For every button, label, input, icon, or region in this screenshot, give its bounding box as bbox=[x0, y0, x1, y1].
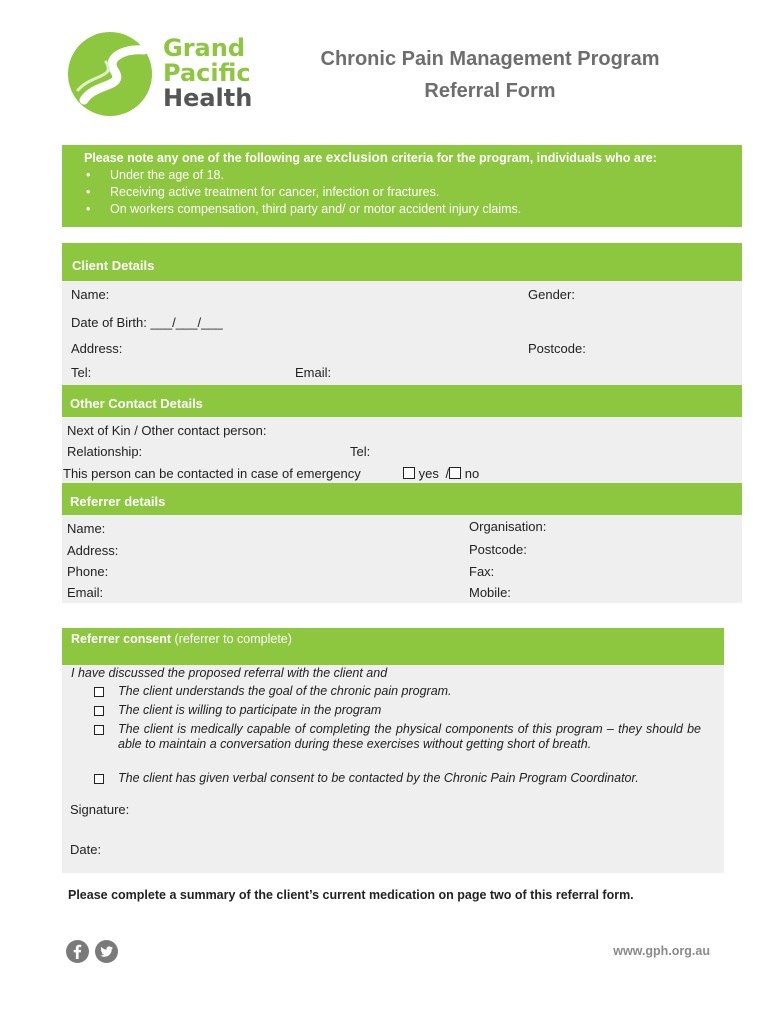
option-separator: / bbox=[445, 466, 450, 481]
consent-checkbox[interactable] bbox=[94, 725, 104, 735]
referrer-address-field[interactable]: Address: bbox=[67, 543, 119, 558]
consent-heading bbox=[62, 628, 724, 665]
facebook-icon[interactable] bbox=[66, 940, 89, 963]
exclusion-lead-part2: criteria for the program, individuals who are: bbox=[388, 151, 657, 165]
exclusion-item: • On workers compensation, third party and/ or motor accident injury claims. bbox=[84, 201, 742, 218]
client-address-field[interactable]: Address: bbox=[71, 341, 123, 356]
form-subtitle: Referral Form bbox=[424, 80, 556, 102]
consent-checkbox[interactable] bbox=[94, 687, 104, 697]
logo-swoosh-icon bbox=[66, 30, 158, 118]
relationship-field[interactable]: Relationship: bbox=[67, 444, 143, 459]
referrer-mobile-field[interactable]: Mobile: bbox=[469, 585, 511, 600]
referrer-consent-panel bbox=[62, 628, 724, 873]
consent-checkbox[interactable] bbox=[94, 706, 104, 716]
emergency-yes-option[interactable] bbox=[403, 466, 479, 481]
consent-heading-title: Referrer consent bbox=[71, 632, 172, 646]
other-contact-heading: Other Contact Details bbox=[62, 385, 742, 417]
exclusion-lead-part1: Please note any one of the following are bbox=[84, 151, 326, 165]
yes-label: yes bbox=[418, 466, 439, 481]
client-tel-field[interactable]: Tel: bbox=[71, 365, 92, 380]
referrer-postcode-field[interactable]: Postcode: bbox=[469, 542, 527, 557]
referrer-details-heading: Referrer details bbox=[62, 483, 742, 515]
consent-item-text: The client is medically capable of completing the physical components of this program – they should be able to maintain a conversation during these exercises without getting short of breath. bbox=[118, 722, 701, 751]
logo-text-health: Health bbox=[163, 84, 253, 112]
website-link[interactable]: www.gph.org.au bbox=[613, 944, 710, 958]
logo-text-grand: Grand bbox=[163, 34, 245, 62]
no-checkbox[interactable] bbox=[449, 467, 461, 479]
exclusion-lead bbox=[84, 150, 742, 165]
emergency-contact-question: This person can be contacted in case of emergency bbox=[63, 466, 361, 481]
yes-checkbox[interactable] bbox=[403, 467, 415, 479]
client-dob-field[interactable]: Date of Birth: ___/___/___ bbox=[71, 315, 223, 330]
signature-field[interactable]: Signature: bbox=[70, 802, 130, 817]
logo bbox=[66, 30, 256, 120]
nok-tel-field[interactable]: Tel: bbox=[350, 444, 371, 459]
logo-text-pacific: Pacific bbox=[163, 59, 251, 87]
referrer-organisation-field[interactable]: Organisation: bbox=[469, 519, 547, 534]
client-details-heading: Client Details bbox=[62, 243, 742, 281]
consent-item-text: The client is willing to participate in the program bbox=[118, 703, 382, 717]
consent-checkbox[interactable] bbox=[94, 774, 104, 784]
client-name-field[interactable]: Name: bbox=[71, 287, 110, 302]
referrer-fax-field[interactable]: Fax: bbox=[469, 564, 495, 579]
client-gender-field[interactable]: Gender: bbox=[528, 287, 575, 302]
referrer-email-field[interactable]: Email: bbox=[67, 585, 104, 600]
date-field[interactable]: Date: bbox=[70, 842, 102, 857]
form-title: Chronic Pain Management Program bbox=[320, 48, 660, 70]
exclusion-item: • Receiving active treatment for cancer, infection or fractures. bbox=[84, 184, 742, 201]
referrer-name-field[interactable]: Name: bbox=[67, 521, 106, 536]
medication-summary-note: Please complete a summary of the client’s current medication on page two of this referral form. bbox=[68, 888, 634, 902]
consent-item-text: The client has given verbal consent to be contacted by the Chronic Pain Program Coordinator. bbox=[118, 771, 639, 785]
client-details-panel bbox=[62, 243, 742, 603]
twitter-icon[interactable] bbox=[95, 940, 118, 963]
no-label: no bbox=[464, 466, 480, 481]
exclusion-notice bbox=[62, 145, 742, 227]
client-email-field[interactable]: Email: bbox=[295, 365, 332, 380]
referrer-phone-field[interactable]: Phone: bbox=[67, 564, 109, 579]
exclusion-item: • Under the age of 18. bbox=[84, 167, 742, 184]
exclusion-emphasis: exclusion bbox=[325, 150, 388, 165]
consent-lead: I have discussed the proposed referral with the client and bbox=[71, 666, 388, 680]
exclusion-list bbox=[84, 167, 742, 218]
client-postcode-field[interactable]: Postcode: bbox=[528, 341, 586, 356]
nok-field[interactable]: Next of Kin / Other contact person: bbox=[67, 423, 267, 438]
consent-item-text: The client understands the goal of the chronic pain program. bbox=[118, 684, 452, 698]
consent-heading-note: (referrer to complete) bbox=[171, 632, 292, 646]
